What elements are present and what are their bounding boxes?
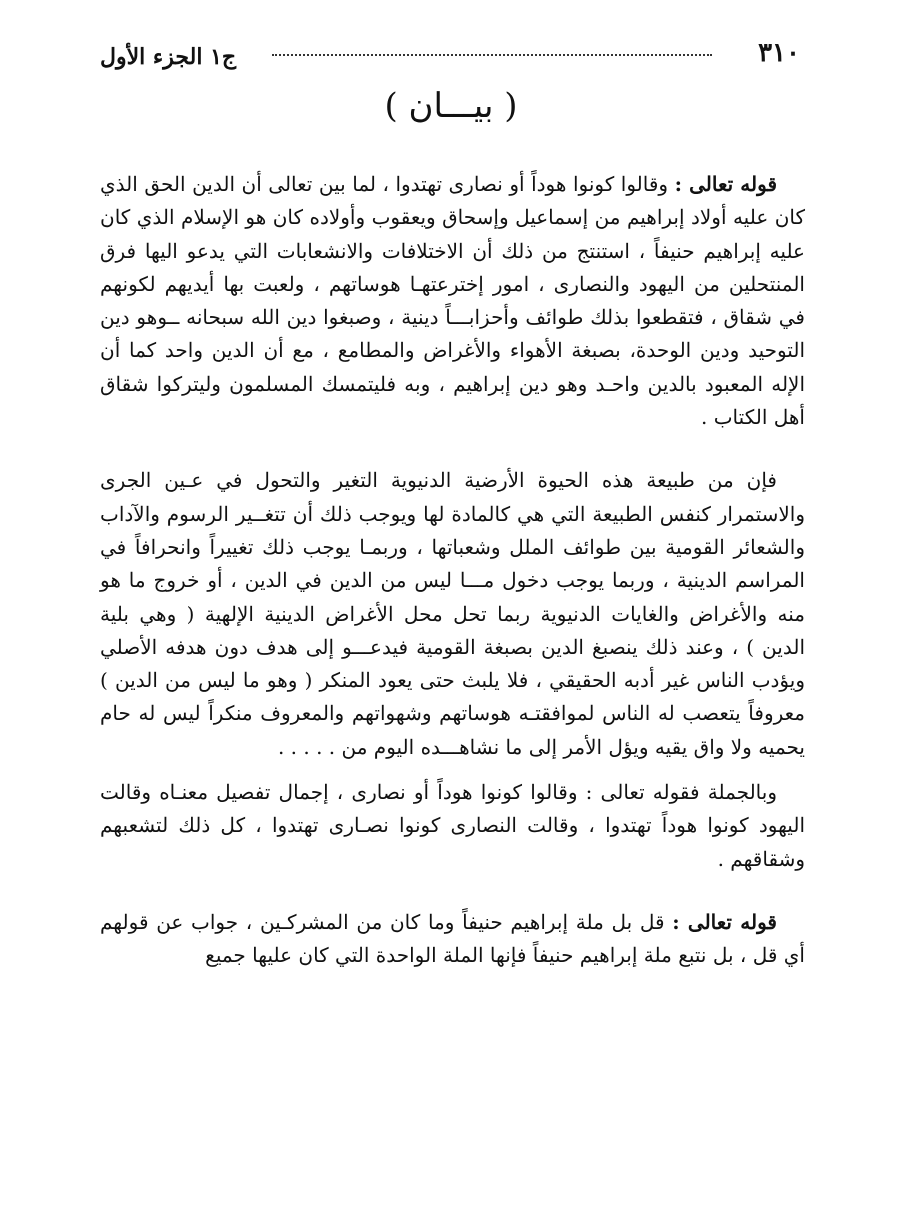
section-title: ( بيـــان ) — [384, 86, 518, 126]
volume-label: ج١ الجزء الأول — [100, 44, 237, 70]
paragraph-text: قل بل ملة إبراهيم حنيفاً وما كان من المشركـين ، جواب عن قولهم أي قل ، بل نتبع ملة إبراهيم حنيفاً فإنها الملة الواحدة التي كان عليها جميع — [100, 909, 805, 968]
verse-lead: قوله تعالى : — [674, 172, 778, 196]
paragraph-gap — [100, 434, 805, 464]
verse-lead: قوله تعالى : — [672, 909, 777, 934]
page-number: ٣١٠ — [758, 38, 800, 68]
paragraph-3 — [100, 776, 805, 876]
page-header — [100, 38, 800, 78]
paragraph-4 — [100, 906, 805, 973]
paragraph-gap — [100, 876, 805, 906]
paragraph-text: وبالجملة فقوله تعالى : وقالوا كونوا هوداً أو نصارى ، إجمال تفصيل معنـاه وقالت اليهود كونوا هوداً تهتدوا ، وقالت النصارى كونوا نصـارى تهتدوا ، كل ذلك لتشعبهم وشقاقهم . — [100, 780, 805, 871]
paragraph-gap — [100, 764, 805, 776]
paragraph-1 — [100, 168, 805, 434]
header-dotted-rule — [272, 54, 712, 56]
page-body — [100, 168, 805, 973]
paragraph-text: وقالوا كونوا هوداً أو نصارى تهتدوا ، لما بين تعالى أن الدين الحق الذي كان عليه أولاد إبراهيم من إسماعيل وإسحاق ويعقوب وأولاده كان هو الإسلام الذي كان عليه إبراهيم حنيفاً ، استنتج من ذلك أن الاختلافات والانشعابات التي يدعو اليها فرق المنتحلين من اليهود والنصارى ، امور إخترعتهـا هوساتهم ، ولعبت بها أيديهم لكونهم في شقاق ، فتقطعوا بذلك طوائف وأحزابـــاً دينية ، وصبغوا دين الله سبحانه ــوهو دين التوحيد ودين الوحدة، بصبغة الأهواء والأغراض والمطامع ، مع أن الدين واحد كما أن الإله المعبود بالدين واحـد وهو دين إبراهيم ، وبه فليتمسك المسلمون وليتركوا شقاق أهل الكتاب . — [100, 172, 805, 430]
paragraph-2 — [100, 464, 805, 764]
paragraph-text: فإن من طبيعة هذه الحيوة الأرضية الدنيوية التغير والتحول في عـين الجرى والاستمرار كنفس الطبيعة التي هي كالمادة لها ويوجب ذلك أن تتغــير الرسوم والآداب والشعائر القومية بين طوائف الملل وشعباتها ، وربمـا يوجب ذلك تغييراً وانحرافاً في المراسم الدينية ، وربما يوجب دخول مـــا ليس من الدين في الدين ، أو خروج ما هو منه والأغراض والغايات الدنيوية ربما تحل محل الأغراض الدينية الإلهية ( وهي بلية الدين ) ، وعند ذلك ينصبغ الدين بصبغة القومية فيدعـــو إلى هدف دون هدفه الأصلي ويؤدب الناس غير أدبه الحقيقي ، فلا يلبث حتى يعود المنكر ( وهو ما ليس من الدين ) معروفاً يتعصب له الناس لموافقتـه هوساتهم وشهواتهم والمعروف منكراً ليس له حام يحميه ولا واق يقيه ويؤل الأمر إلى ما نشاهـــده اليوم من . . . . . — [100, 468, 805, 759]
